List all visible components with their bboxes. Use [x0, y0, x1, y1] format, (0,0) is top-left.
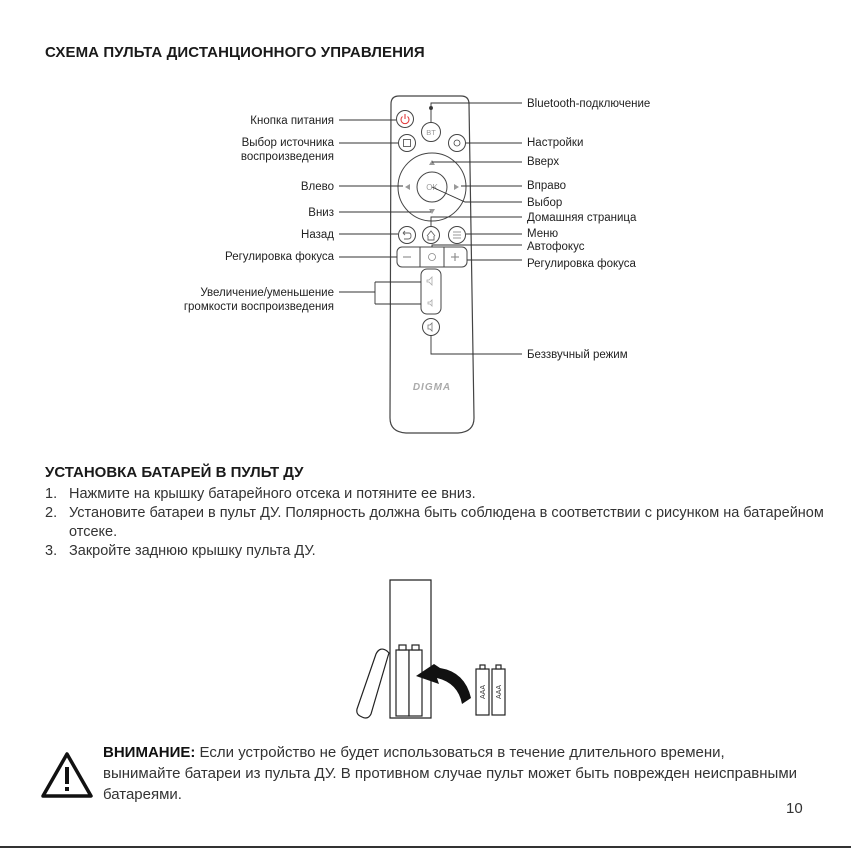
step-text: Установите батареи в пульт ДУ. Полярность должна быть соблюдена в соответствии с рисунком на батарейном отсеке.: [69, 505, 824, 540]
brand-logo: DIGMA: [412, 382, 452, 393]
label-up: Вверх: [527, 156, 560, 168]
warning-text: [103, 742, 803, 805]
warning-icon: [39, 750, 95, 800]
label-bluetooth: Bluetooth-подключение: [527, 98, 651, 110]
ok-key-label: OK: [426, 183, 438, 192]
label-home: Домашняя страница: [527, 212, 637, 224]
label-source-line1: Выбор источника: [241, 137, 334, 149]
label-mute: Беззвучный режим: [527, 349, 628, 361]
page-number: 10: [786, 800, 803, 817]
label-menu: Меню: [527, 228, 559, 240]
footer-divider: [0, 846, 851, 848]
label-down: Вниз: [308, 207, 334, 219]
warning-body: Если устройство не будет использоваться в течение длительного времени, вынимайте батареи из пульта ДУ. В противном случае пульт может быть поврежден неисправными батареями.: [103, 744, 798, 803]
label-volume-line1: Увеличение/уменьшение: [200, 287, 334, 299]
battery-install-illustration: [340, 572, 530, 727]
step-number: 1.: [45, 486, 58, 502]
label-power: Кнопка питания: [250, 115, 334, 127]
warning-label: ВНИМАНИЕ:: [103, 744, 196, 761]
step-text: Закройте заднюю крышку пульта ДУ.: [69, 543, 316, 559]
list-item: [45, 542, 825, 561]
label-right: Вправо: [527, 180, 567, 192]
page-title: СХЕМА ПУЛЬТА ДИСТАНЦИОННОГО УПРАВЛЕНИЯ: [45, 44, 425, 61]
list-item: [45, 504, 825, 542]
label-focus-right: Регулировка фокуса: [527, 258, 636, 270]
label-source-line2: воспроизведения: [240, 151, 334, 163]
battery-label: AAA: [496, 684, 503, 700]
step-text: Нажмите на крышку батарейного отсека и потяните ее вниз.: [69, 486, 476, 502]
step-number: 2.: [45, 505, 58, 521]
label-autofocus: Автофокус: [527, 241, 585, 253]
label-back: Назад: [301, 229, 334, 241]
label-left: Влево: [300, 181, 334, 193]
label-volume-line2: громкости воспроизведения: [183, 301, 334, 313]
battery-section-title: УСТАНОВКА БАТАРЕЙ В ПУЛЬТ ДУ: [45, 464, 304, 481]
label-select: Выбор: [527, 197, 563, 209]
label-focus-left: Регулировка фокуса: [225, 251, 334, 263]
label-settings: Настройки: [527, 137, 584, 149]
battery-label: AAA: [480, 684, 487, 700]
battery-steps: [45, 485, 825, 561]
bt-key-label: BT: [426, 128, 436, 137]
step-number: 3.: [45, 543, 58, 559]
list-item: [45, 485, 825, 504]
